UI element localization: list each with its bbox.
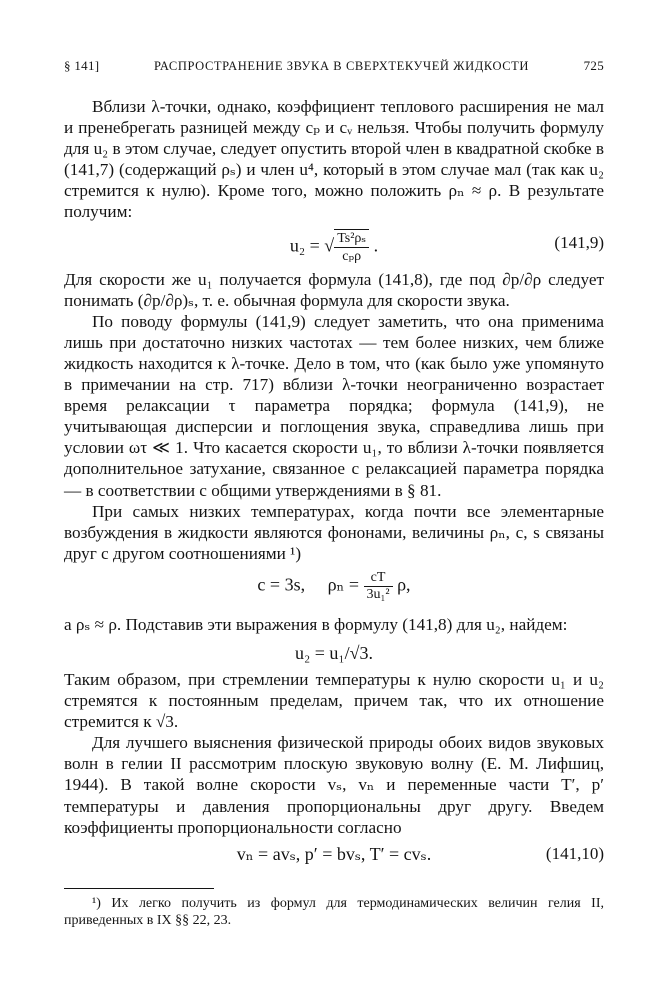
fraction bbox=[364, 570, 393, 603]
formula-rho-tail: ρ, bbox=[397, 574, 411, 595]
section-ref: § 141] bbox=[64, 58, 100, 73]
fraction-numerator: cT bbox=[364, 570, 393, 587]
formula-phonon-body bbox=[64, 570, 604, 603]
formula-c-3s: c = 3s, bbox=[257, 574, 306, 595]
formula-141-9-lhs: u₂ = bbox=[289, 235, 320, 256]
paragraph-7: Для лучшего выяснения физической природы обоих видов звуковых волн в гелии II рассмотрим плоскую звуковую волну (Е. М. Лифшиц, 1944). В такой волне скорости vₛ, vₙ и переменные части T′, p′ температуры и давления пропорциональны друг другу. Введем коэффициенты пропорциональности согласно bbox=[64, 733, 604, 837]
formula-u2-ratio bbox=[64, 635, 604, 669]
footnote-rule bbox=[64, 888, 214, 889]
paragraph-6: Таким образом, при стремлении температуры к нулю скорости u₁ и u₂ стремятся к постоянным пределам, причем так, что их отношение стремится к √3. bbox=[64, 669, 604, 732]
paragraph-4: При самых низких температурах, когда почти все элементарные возбуждения в жидкости являются фононами, величины ρₙ, c, s связаны друг с другом соотношениями ¹) bbox=[64, 501, 604, 563]
formula-141-9 bbox=[64, 223, 604, 269]
formula-phonon-relations bbox=[64, 564, 604, 614]
paragraph-5: а ρₛ ≈ ρ. Подставив эти выражения в формулу (141,8) для u₂, найдем: bbox=[64, 614, 568, 634]
equation-number-141-9: (141,9) bbox=[554, 232, 604, 252]
formula-141-9-tail: . bbox=[373, 235, 379, 256]
page bbox=[64, 58, 604, 929]
paragraph-1: Вблизи λ-точки, однако, коэффициент теплового расширения не мал и пренебрегать разницей между cₚ и cᵥ нельзя. Чтобы получить формулу для u₂ в этом случае, следует опустить второй член в квадратной скобке в (141,7) (содержащий ρₛ) и член u⁴, который в этом случае мал (так как u₂ стремится к нулю). Кроме того, можно положить ρₙ ≈ ρ. В результате получим: bbox=[64, 97, 604, 222]
paragraph-3: По поводу формулы (141,9) следует заметить, что она применима лишь при достаточно низких частотах — тем более низких, чем ближе жидкость находится к λ-точке. Дело в том, что (как было уже упомянуто в примечании на стр. 717) вблизи λ-точки неограниченно возрастает время релаксации τ параметра порядка; формула (141,9), не учитывающая дисперсии и поглощения звука, справедлива лишь при условии ωτ ≪ 1. Что касается скорости u₁, то вблизи λ-точки появляется дополнительное затухание, связанное с релаксацией параметра порядка — в соответствии с общими утверждениями в § 81. bbox=[64, 311, 604, 500]
formula-141-10-body: vₙ = avₛ, p′ = bvₛ, T′ = cvₛ. bbox=[236, 843, 432, 864]
fraction bbox=[334, 230, 369, 265]
formula-u2-ratio-body: u₂ = u₁/√3. bbox=[294, 642, 374, 663]
running-header bbox=[64, 58, 604, 82]
fraction-denominator: cₚρ bbox=[342, 248, 362, 264]
formula-rho-n-lhs: ρₙ = bbox=[327, 574, 359, 595]
sqrt-sign: √ bbox=[324, 235, 335, 256]
running-title: РАСПРОСТРАНЕНИЕ ЗВУКА В СВЕРХТЕКУЧЕЙ ЖИДКОСТИ bbox=[153, 59, 530, 73]
fraction-denominator: 3u₁² bbox=[366, 586, 390, 602]
paragraph-2: Для скорости же u₁ получается формула (141,8), где под ∂p/∂ρ следует понимать (∂p/∂ρ)ₛ, т. е. обычная формула для скорости звука. bbox=[64, 269, 604, 310]
formula-141-10 bbox=[64, 838, 604, 872]
page-number: 725 bbox=[583, 58, 604, 73]
fraction-numerator: Ts²ρₛ bbox=[334, 230, 369, 248]
equation-number-141-10: (141,10) bbox=[545, 843, 604, 863]
formula-141-9-body bbox=[64, 229, 604, 265]
footnote: ¹) Их легко получить из формул для термодинамических величин гелия II, приведенных в IX §§ 22, 23. bbox=[64, 895, 604, 928]
sqrt-radicand bbox=[334, 229, 369, 265]
